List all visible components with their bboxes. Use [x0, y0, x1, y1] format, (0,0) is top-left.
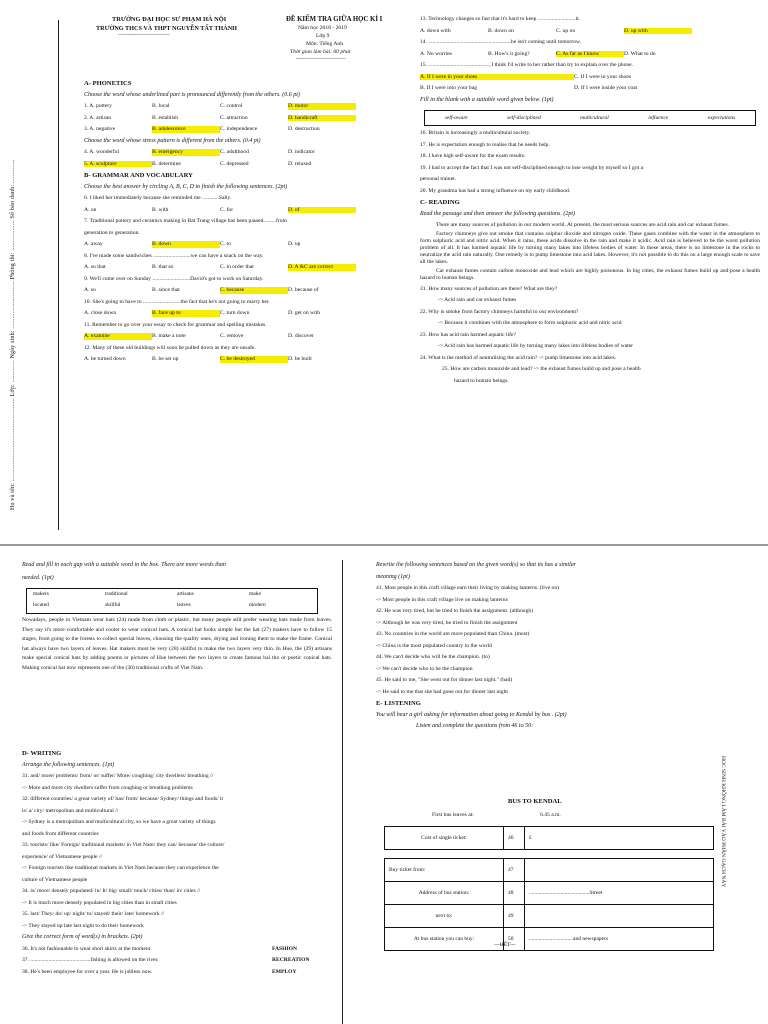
answer-50[interactable]: ................................and newspapers: [525, 928, 714, 951]
section-title-reading: C- READING: [420, 199, 460, 206]
options-7: A. away B. down C. to D. up: [84, 241, 301, 247]
page-divider: [0, 544, 768, 546]
writing-item: 35. last/ They/ do/ up/ night/ to/ stayed/ their/ late/ homework //: [22, 911, 165, 917]
instruction: Choose the word whose stress pattern is different from the others. (0.4 pt): [84, 137, 261, 144]
options-8: A. so that B. that so C. in order that D. A &C are correct: [84, 264, 384, 276]
writing-item: and foods from different countries: [22, 830, 99, 837]
question-3: 3. A. negative B. adolescence C. independence D. destruction: [84, 126, 320, 132]
section-title-writing: D- WRITING: [22, 750, 62, 757]
grammar-section-right: [420, 16, 760, 108]
fill-item: 18. I have high self-aware for the exam results.: [420, 153, 526, 159]
reading-paragraph-1: There are many sources of pollution in our modern world. At present, the most serious sources are acid rain and car exhaust fumes.: [436, 222, 730, 228]
column-separator: [342, 560, 343, 1024]
table-row: Address of bus station: 48 ............................................Street: [385, 882, 714, 905]
bus-table: [384, 858, 714, 951]
rewrite-item: 43. No countries in the world are more populated than China. (most): [376, 631, 530, 637]
school-subname: TRƯỜNG THCS VÀ THPT NGUYỄN TẤT THÀNH: [96, 25, 237, 32]
bus-table: [384, 826, 714, 850]
fill-answers: [420, 130, 760, 389]
writing-item: -> Sydney is a metropolitan and multicultural city, so we have a great variety of things: [22, 819, 216, 825]
fill-item: 17. He is expectation enough to realise that he needs help.: [420, 141, 550, 148]
question-7: 7. Traditional pottery and ceramics making in Bat Trang village has been passed.........from: [84, 218, 287, 224]
fill-item: 19. I had to accept the fact that I was not self-disciplined enough to lose weight by myself so I got a: [420, 164, 644, 171]
question-12: 12. Many of these old buildings will soon be pulled down as they are unsafe.: [84, 344, 256, 351]
question-1: 1. A. pottery B. local C. control D. motor: [84, 103, 384, 115]
student-info-strip: Họ và tên: ................................................. Lớp: ............. Ngày sinh: ............................ Phòng thi: .................. Số báo danh: ..............: [10, 159, 16, 510]
options-12: A. be turned down B. be set up C. be destroyed D. be built: [84, 356, 312, 362]
reading-answer-22: -> Because it combines with the atmosphere to form sulphuric acid and nitric acid: [438, 320, 622, 327]
options-10: A. close down B. face up to C. turn down D. get on with: [84, 310, 321, 316]
conical-instruction-2: needed. (1pt): [22, 575, 54, 581]
writing-item: culture of Vietnamese people: [22, 876, 88, 883]
writing-item: -> It is much more densely populated in big cities than in small cities: [22, 899, 177, 906]
table-row: Buy ticket from: 47: [385, 859, 714, 882]
reading-paragraph-3: Car exhaust fumes contain carbon monoxide and lead which are highly poisonous. In big cities, the exhaust fumes build up and pose a health hazard to human beings.: [420, 267, 760, 281]
word-form-instruction: Give the correct form of word(s) in brackets. (2pt): [22, 934, 143, 940]
section-title-listening: E- LISTENING: [376, 700, 421, 707]
reading-instruction: Read the passage and then answer the following questions. (2pt): [420, 210, 575, 217]
subject: Môn: Tiếng Anh: [306, 41, 343, 47]
writing-instruction: Arrange the following sentences. (1pt): [22, 761, 115, 768]
options-15-a: A. If I were in your shoes C. If I were in your shoes: [420, 73, 632, 80]
fill-instruction: Fill in the blank with a suitable word given below. (1pt): [420, 96, 554, 103]
rewrite-instruction-2: meaning (1pt): [376, 573, 410, 580]
writing-item: 32. different countries/ a great variety of/ has/ from/ because/ Sydney/ things and foods/ it: [22, 796, 224, 802]
writing-item: -> More and more city dwellers suffer from coughing or breathing problems: [22, 784, 193, 791]
phonetics-section: [84, 80, 384, 368]
question-6: 6. I liked her immediately because she reminded me ............Sally.: [84, 195, 232, 201]
table-row: At bus station you can buy: 50 ................................and newspapers: [385, 928, 714, 951]
listening-instruction: You will hear a girl asking for information about going to Kendal by bus . (2pt): [376, 711, 567, 718]
reading-question-21: 21. How many sources of pollution are there? What are they?: [420, 285, 558, 292]
grade: Lớp 9: [316, 33, 330, 39]
answer-47[interactable]: [525, 859, 714, 882]
listening-instruction-2: Listen and complete the questions from 46 to 50:: [416, 723, 534, 729]
writing-item: experience/ of Vietnamese people //: [22, 853, 103, 860]
word-form-37: 37. ...........................................fishing is allowed on the river. RECREATION: [22, 957, 310, 963]
time-limit: Thời gian làm bài: 60 phút: [290, 49, 351, 55]
question-4: 4. A. wonderful B. emergency C. adulthood D. indicator: [84, 149, 315, 155]
options-15-b: B. If I were into your bag D. If I were inside your coat: [420, 85, 638, 91]
writing-item: 34. is/ more/ densely populated/ in/ It/ big/ small/ much/ cities/ than/ in/ cities //: [22, 888, 201, 894]
writing-item: 33. tourists/ like/ Foreign/ traditional markets/ in Viet Nam/ they can/ because/ the culture/: [22, 842, 225, 848]
instruction: Choose the word whose underlined part is pronounced differently from the others. (0.6 pt): [84, 91, 300, 98]
word-form-38: 38. He's been employee for over a year. He is jobless now. EMPLOY: [22, 968, 297, 975]
conical-passage: Nowadays, people in Vietnam wear hats (24) made from cloth or plastic, but many people still prefer wearing hats made from leaves. They say it's more comfortable and cooler to wear conical hats. A conical hat looks simple but the hat (27) makers have to follow 15 stages, from going to the forests to collect special leaves, choosing the quality ones, drying and ironing them to make the frame. Conical hat always have two layers of leaves. Hat makers must be very (28) skillful to make the two layers very thin. In Hue, the (29) artisans make special conical hats by adding poems or pictures of Hue between the two layers to create famous bai tho or poetic conical hats. Making conical hat now represents one of the (30) traditional crafts of Viet Nam.: [22, 617, 332, 671]
question-7-cont: generation to generation.: [84, 229, 140, 236]
rewrite-item: 44. We can't decide who will be the champion. (to): [376, 654, 490, 660]
school-name: TRƯỜNG ĐẠI HỌC SƯ PHẠM HÀ NỘI: [112, 16, 227, 23]
options-6: A. on B. with C. for D. of: [84, 207, 384, 219]
instruction: Choose the best answer by circling A, B, C, D to finish the following sentences. (2pt): [84, 183, 288, 190]
fill-item: 16. Britain is increasingly a multicultural society.: [420, 130, 531, 136]
rewrite-item: 45. He said to me, "She went out for dinner last night." (had): [376, 677, 513, 683]
reading-question-25-cont: hazard to human beings.: [454, 377, 509, 384]
exam-title: ĐỀ KIỂM TRA GIỮA HỌC KÌ I: [286, 16, 383, 23]
section-title-grammar: B- GRAMMAR AND VOCABULARY: [84, 172, 193, 179]
answer-48[interactable]: ............................................Street: [525, 882, 714, 905]
rewrite-item: -> We can't decide who to be the champion: [376, 665, 473, 672]
no-write-strip: HỌC SINH KHÔNG LÀM BÀI VÀO PHẦN GẠCH NÀY: [720, 756, 726, 888]
question-13: 13. Technology changes so fast that it's hard to keep ...........................it.: [420, 16, 581, 22]
header-dash-2: ------------------------------: [296, 57, 346, 62]
question-2: 2. A. artisan B. establish C. attraction D. handicraft: [84, 115, 384, 127]
answer-49[interactable]: [525, 905, 714, 928]
fill-item: 20. My grandma has had a strong influence on my early childhood.: [420, 187, 571, 194]
margin-line: [58, 20, 59, 530]
answer-46[interactable]: £: [525, 827, 714, 850]
reading-paragraph-2: Factory chimneys give out smoke that contains sulphur dioxide and nitrogen oxide. These gases combine with the water in the atmosphere to form sulphuric acid and nitric acid. When it rains, these acids dissolve in the rain and make it acidic. Acid rain is believed to be the worst pollution problem of all. It has harmed aquatic life by turning many lakes into lifeless bodies of water. In these areas, there is no limestone in the rocks to neutralize the acid rain naturally. One remedy is to pump limestone into acid lakes. However, it's not possible to do this on a large enough scale to save all the lakes.: [420, 230, 760, 265]
writing-item: 31. and/ more/ problems/ from/ or/ suffer/ More/ coughing/ city dwellers/ breathing //: [22, 773, 214, 779]
question-10: 10. She's going to have to ...........................the fact that he's not going to marry her.: [84, 298, 270, 305]
options-9: A. so B. since that C. because D. because of: [84, 287, 319, 293]
writing-item: -> They stayed up late last night to do their homework: [22, 922, 144, 929]
table-row: next to: 49: [385, 905, 714, 928]
conical-instruction: Read and fill in each gap with a suitable word in the box. There are more words than: [22, 562, 226, 568]
reading-question-24: 24. What is the method of neutralising the acid rain? -> pump limestone into acid lakes.: [420, 354, 617, 361]
word-box-fill: self-aware self-disciplined multicultural influence expectations: [424, 110, 756, 126]
rewrite-item: 42. He was very tired, but he tried to finish the assignment. (although): [376, 608, 534, 614]
fill-item: personal trainer.: [420, 176, 457, 182]
reading-answer-21: -> Acid rain and car exhaust fumes: [438, 297, 517, 304]
question-5: 5. A. sculpture B. determine C. depressed D. relaxed: [84, 160, 312, 167]
first-bus-value: 6.45 a.m.: [540, 812, 561, 818]
reading-question-22: 22. Why is smoke from factory chimneys harmful to our environment?: [420, 308, 579, 315]
question-11: 11. Remember to go over your essay to check for grammar and spelling mistakes.: [84, 321, 267, 328]
end-marker: ---HẾT---: [494, 942, 516, 948]
options-13: A. down with B. down on C. up on D. up with: [420, 28, 760, 40]
question-14: 14. ...........................................................he isn't coming until tomorrow.: [420, 39, 581, 45]
question-15: 15. ..........................................., I think I'd write to her rather than try to explain over the phone.: [420, 62, 634, 68]
reading-answer-23: -> Acid rain has harmed aquatic life by turning many lakes into lifeless bodies of water: [438, 343, 633, 350]
header-dash: -------------------------------: [118, 33, 170, 38]
options-14: A. No worries B. How's it going? C. As far as I know D. What to do: [420, 50, 656, 57]
word-form-36: 36. It's not fashionable to wear short skirts at the moment. FASHION: [22, 945, 298, 952]
rewrite-section: [376, 562, 716, 735]
rewrite-item: -> Although he was very tired, he tried to finish the assignment: [376, 619, 518, 626]
table-row: Cost of single ticket: 46 £: [385, 827, 714, 850]
reading-question-23: 23. How has acid rain harmed aquatic life?: [420, 331, 516, 338]
question-9: 9. We'll come over on Sunday ...........................David's got to work on Saturday.: [84, 275, 264, 282]
options-11: A. examine B. make a note C. remove D. discover: [84, 333, 314, 339]
writing-item: is/ a/ city/ metropolitan and multicultural //: [22, 807, 119, 814]
writing-item: -> Foreign tourists like traditional markets in Viet Nam because they can experience the: [22, 865, 219, 871]
rewrite-item: -> He said to me that she had gone out for dinner last night: [376, 688, 508, 695]
school-year: Năm học 2018 - 2019: [298, 25, 347, 31]
rewrite-item: -> Most people in this craft village live on making lanterns: [376, 596, 508, 603]
reading-question-25: 25. How are carbon monoxide and lead? -> the exhaust fumes build up and pose a health: [442, 366, 641, 373]
rewrite-item: 41. Most people in this craft village earn their living by making lanterns. (live on): [376, 585, 559, 591]
word-box-conical: makers traditional artisans make located skillful leaves modern: [26, 588, 318, 614]
first-bus-label: First bus leaves at:: [432, 812, 474, 818]
writing-section: [22, 750, 340, 980]
bus-table-title: BUS TO KENDAL: [508, 798, 562, 805]
section-title-phonetics: A- PHONETICS: [84, 80, 132, 87]
rewrite-item: -> China is the most populated country in the world: [376, 642, 492, 649]
question-8: 8. I've made some sandwiches ...........................we can have a snack on the way.: [84, 252, 264, 259]
rewrite-instruction: Rewrite the following sentences based on the given word(s) so that its has a similar: [376, 562, 577, 568]
